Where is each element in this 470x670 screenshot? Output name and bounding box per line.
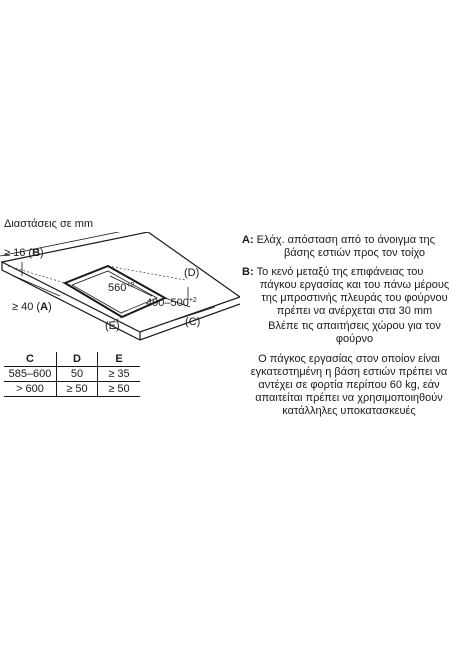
note-b-oven-line2: φούρνο: [335, 333, 374, 345]
dimensions-title: Διαστάσεις σε mm: [4, 218, 94, 230]
clearance-table: [4, 352, 140, 397]
label-b: ≥ 16 (B): [4, 247, 44, 259]
table-cell: > 600: [4, 382, 57, 397]
dim-width-label: $560^{+2}$: [108, 282, 135, 294]
table-row: [4, 382, 140, 397]
note-b-oven-line1: Βλέπε τις απαιτήσεις χώρου για τον: [268, 320, 441, 332]
label-a: ≥ 40 (A): [12, 301, 52, 313]
table-cell: ≥ 50: [98, 382, 141, 397]
note-b-oven: [242, 320, 467, 346]
installation-diagram: [0, 232, 240, 342]
dim-line-a: [14, 276, 60, 296]
table-header: C: [4, 352, 57, 367]
note-b-line4: πρέπει να ανέρχεται στα 30 mm: [276, 305, 433, 317]
note-b-line3: της μπροστινής πλευράς του φούρνου: [261, 292, 448, 304]
table-cell: ≥ 50: [57, 382, 98, 397]
guide-a: [8, 266, 65, 283]
note-a-line2: βάσης εστιών προς τον τοίχο: [283, 247, 426, 259]
load-note-line5: κατάλληλες υποκατασκευές: [282, 405, 416, 417]
label-c: (C): [185, 316, 201, 328]
note-b-line2: πάγκου εργασίας και του πάνω μέρους: [259, 279, 450, 291]
label-e: (E): [105, 320, 120, 332]
note-b: [242, 266, 467, 318]
note-a-line1: Ελάχ. απόσταση από το άνοιγμα της: [256, 234, 435, 246]
load-note-line1: Ο πάγκος εργασίας στον οποίον είναι: [258, 353, 440, 365]
dim-depth-label: $490-500^{+2}$: [146, 297, 197, 309]
load-note-line4: απαιτείται πρέπει να χρησιμοποιηθούν: [255, 392, 443, 404]
table-row: [4, 367, 140, 382]
table-header: D: [57, 352, 98, 367]
worktop-load-note: [231, 353, 467, 418]
table-cell: 50: [57, 367, 98, 382]
table-cell: 585–600: [4, 367, 57, 382]
load-note-line3: αντέχει σε φορτία περίπου 60 kg, εάν: [258, 379, 440, 391]
note-b-lead: B:: [242, 266, 254, 278]
table-header: E: [98, 352, 141, 367]
load-note-line2: εγκατεστημένη η βάση εστιών πρέπει να: [250, 366, 448, 378]
table-header-row: [4, 352, 140, 367]
note-a: [242, 234, 467, 260]
note-a-lead: A:: [242, 234, 254, 246]
label-d: (D): [184, 267, 200, 279]
table-cell: ≥ 35: [98, 367, 141, 382]
note-b-line1: Το κενό μεταξύ της επιφάνειας του: [256, 266, 424, 278]
